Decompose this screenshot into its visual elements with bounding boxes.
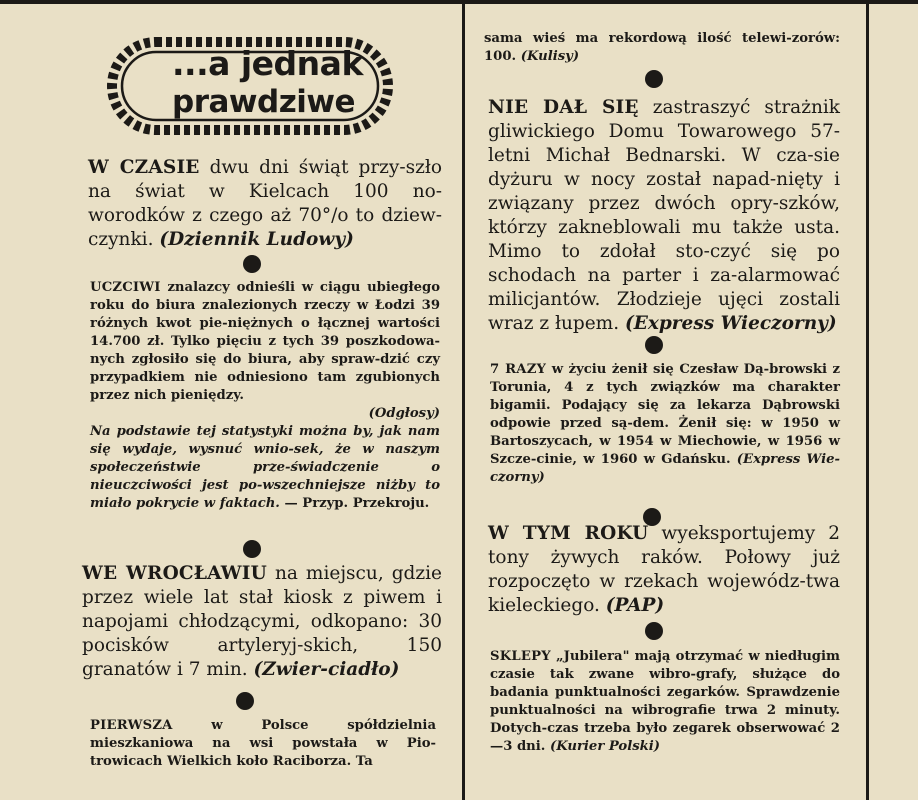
item-source: (Odgłosy) [368, 406, 440, 421]
news-item-torun [490, 361, 840, 487]
right-edge-rule [866, 0, 869, 800]
news-item-wroclaw [82, 562, 442, 682]
separator-dot-icon [645, 622, 663, 640]
news-item-lodz [90, 279, 440, 405]
item-text: wyeksportujemy 2 tony żywych raków. Połowy już rozpoczęto w rzekach wojewódz-twa kieleckiego. [488, 523, 841, 616]
separator-dot-icon [243, 255, 261, 273]
item-source: (Express Wie-czorny) [490, 452, 840, 485]
comment-text: Na podstawie tej statystyki można by, jak nam się wydaje, wysnuć wnio-sek, że w naszym społeczeństwie prze-świadczenie o nieuczciwości jest po-wszechniejsze niżby to miało pokrycie w faktach. [90, 424, 440, 511]
news-item-kielce [88, 156, 442, 252]
item-lead: UCZCIWI [90, 280, 161, 295]
column-divider [462, 0, 465, 800]
item-source: (Kurier Polski) [549, 739, 661, 754]
item-lead: W CZASIE [88, 157, 200, 178]
item-text: sama wieś ma rekordową ilość telewi-zorów: 100. [484, 31, 840, 64]
item-lead: W TYM ROKU [488, 523, 649, 544]
separator-dot-icon [236, 692, 254, 710]
item-lead: WE WROCŁAWIU [82, 563, 267, 584]
separator-dot-icon [645, 336, 663, 354]
item-text: „Jubilera" mają otrzymać w niedługim czasie tak zwane wibro-grafy, służące do badania punktualności zegarków. Sprawdzenie punktualności na wibrografie trwa 2 minuty. Dotych-czas trzeba było zegarek obserwować 2—3 dni. [490, 649, 840, 754]
news-item-gliwice [488, 96, 840, 336]
editor-comment [90, 423, 440, 513]
item-lead: PIERWSZA [90, 718, 173, 733]
item-lead: SKLEPY [490, 649, 551, 664]
item-text: w Polsce spółdzielnia mieszkaniowa na wsi powstała w Pio-trowicach Wielkich koło Raciborza. Ta [90, 718, 436, 769]
header-title-line1: ...a jednak [172, 44, 363, 83]
item-source: (Dziennik Ludowy) [159, 229, 354, 250]
item-source: (PAP) [605, 595, 665, 616]
news-item-jubiler [490, 648, 840, 756]
news-item-telewizory [484, 30, 840, 66]
comment-signature: — Przyp. Przekroju. [279, 496, 430, 511]
item-text: dwu dni świąt przy-szło na świat w Kielcach 100 no-worodków z czego aż 70°/o to dziew-czynki. [88, 157, 442, 250]
item-lead: NIE DAŁ SIĘ [488, 97, 639, 118]
item-source: (Zwier-ciadło) [253, 659, 400, 680]
top-rule [0, 0, 918, 4]
item-text: znalazcy odnieśli w ciągu ubiegłego roku do biura znalezionych rzeczy w Łodzi 39 różnych kwot pie-niężnych o łącznej wartości 14.700 zł. Tylko pięciu z tych 39 poszkodowa-nych zgłosiło się do biura, aby spraw-dzić czy przypadkiem nie odniesiono tam zgubionych przez nich pieniędzy. [90, 280, 440, 403]
item-text: w życiu żenił się Czesław Dą-browski z Torunia, 4 z tych związków ma charakter bigamii. Podający się za lekarza Dąbrowski odpowie przed są-dem. Żenił się: w 1950 w Bartoszycach, w 1954 w Miechowie, w 1956 w Szcze-cinie, w 1960 w Gdańsku. [490, 362, 841, 467]
item-lead: 7 RAZY [490, 362, 547, 377]
news-item-raciborz [90, 717, 436, 771]
item-source: (Kulisy) [520, 49, 580, 64]
news-item-raki [488, 522, 840, 618]
header-title-line2: prawdziwe [172, 84, 356, 120]
item-text: zastraszyć strażnik gliwickiego Domu Towarowego 57-letni Michał Bednarski. W cza-sie dyżuru w nocy został napad-nięty i związany przez dwóch opry-szków, którzy zakneblowali mu także usta. Mimo to zdołał sto-czyć się po schodach na parter i za-alarmować milicjantów. Złodzieje ujęci zostali wraz z łupem. [488, 97, 840, 334]
separator-dot-icon [645, 70, 663, 88]
item-text: na miejscu, gdzie przez wiele lat stał kiosk z piwem i napojami chłodzącymi, odkopano: 30 pocisków artyleryj-skich, 150 granatów i 7 min. [82, 563, 442, 680]
item-source: (Express Wieczorny) [624, 313, 837, 334]
separator-dot-icon [243, 540, 261, 558]
